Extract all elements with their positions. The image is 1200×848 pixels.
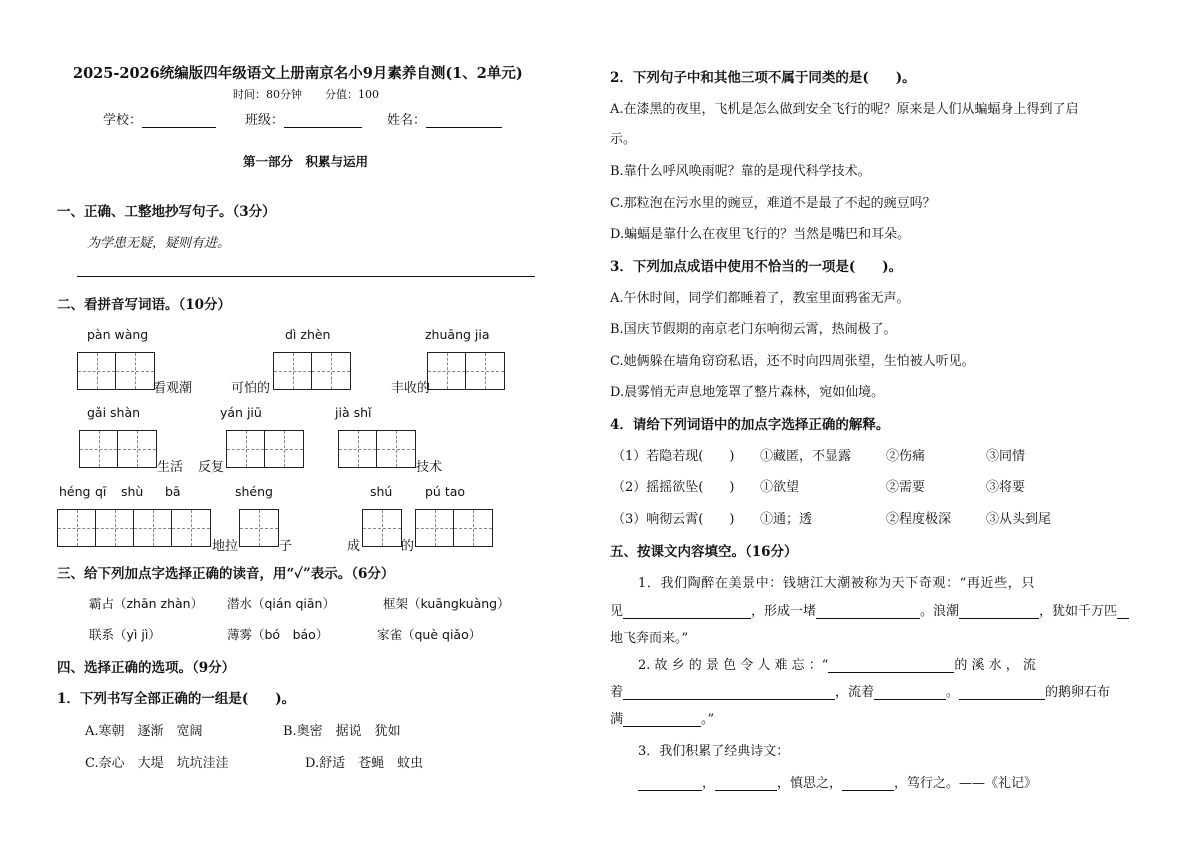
q4-4-r2-opt2[interactable]: ②需要 [886, 480, 926, 495]
q4-3-stem: 3．下列加点成语中使用不恰当的一项是( )。 [610, 259, 903, 275]
q3-item-2[interactable]: 潜水（qián qiān） [227, 596, 335, 611]
q5-2-text-e: 。 [946, 685, 960, 700]
q5-2-line1 [638, 654, 1036, 673]
q4-4-r2-word[interactable]: （2）摇摇欲坠( ) [612, 480, 735, 495]
q5-3-intro: 3．我们积累了经典诗文： [638, 744, 790, 759]
exam-time: 时间：80分钟 [233, 88, 302, 101]
q3-item-6[interactable]: 家雀（què qiǎo） [377, 627, 482, 642]
q5-1-text-a: 见 [610, 604, 624, 619]
q5-1-text-c: 。浪潮 [920, 604, 960, 619]
q4-4-r3-opt2[interactable]: ②程度极深 [886, 512, 952, 527]
name-field[interactable] [387, 109, 502, 128]
q4-2-option-a-line2[interactable]: 示。 [610, 132, 637, 147]
q5-1-blank-2[interactable] [816, 605, 920, 619]
writing-grid-10[interactable] [415, 509, 493, 547]
class-label: 班级： [245, 113, 285, 128]
q5-2-text-g: 满 [610, 712, 624, 727]
q4-4-r1-opt2[interactable]: ②伤痛 [886, 449, 926, 464]
q3-item-3[interactable]: 框架（kuāngkuàng） [383, 596, 510, 611]
q5-2-text-f: 的鹅卵石布 [1045, 685, 1111, 700]
q4-3-option-c[interactable]: C.她俩躲在墙角窃窃私语，还不时向四周张望，生怕被人听见。 [610, 354, 975, 369]
exam-score: 分值：100 [325, 88, 379, 101]
q5-1-line1: 1．我们陶醉在美景中：钱塘江大潮被称为天下奇观：“再近些，只 [638, 576, 1035, 591]
row2-text-3: 技术 [416, 460, 443, 475]
q4-3-option-a[interactable]: A.午休时间，同学们都睡着了，教室里面鸦雀无声。 [610, 291, 910, 306]
q4-4-stem: 4．请给下列词语中的加点字选择正确的解释。 [610, 417, 890, 433]
q1-title: 一、正确、工整地抄写句子。（3分） [57, 204, 276, 220]
q4-2-stem: 2．下列句子中和其他三项不属于同类的是( )。 [610, 70, 916, 86]
writing-grid-9[interactable] [362, 509, 402, 547]
q4-4-r1-opt3[interactable]: ③同情 [986, 449, 1026, 464]
row2-text-1: 生活 [157, 460, 184, 475]
q5-3-line [638, 772, 1037, 791]
q4-2-option-b[interactable]: B.靠什么呼风唤雨呢？靠的是现代科学技术。 [610, 164, 871, 179]
q4-1-stem: 1．下列书写全部正确的一组是( )。 [57, 691, 296, 707]
q5-2-blank-2[interactable] [623, 686, 835, 700]
q5-1-line2 [610, 600, 1129, 619]
writing-grid-5[interactable] [226, 430, 304, 468]
q5-3-text-c: ，笃行之。——《礼记》 [894, 776, 1038, 791]
name-blank[interactable] [426, 113, 502, 128]
pinyin-2: dì zhèn [285, 327, 331, 342]
school-label: 学校： [103, 113, 143, 128]
q2-title: 二、看拼音写词语。（10分） [57, 297, 232, 313]
q5-3-blank-2[interactable] [715, 777, 777, 791]
writing-grid-2[interactable] [273, 352, 351, 390]
writing-grid-1[interactable] [77, 352, 155, 390]
pinyin-8: qī [95, 484, 107, 499]
q4-1-option-d[interactable]: D.舒适 苍蝇 蚊虫 [305, 756, 424, 771]
q5-2-line2 [610, 681, 1110, 700]
q5-2-text-d: ，流着 [835, 685, 875, 700]
q3-item-5[interactable]: 薄雾（bó báo） [227, 627, 329, 642]
q3-title: 三、给下列加点字选择正确的读音，用“✓”表示。（6分） [57, 566, 395, 582]
q4-4-r1-word[interactable]: （1）若隐若现( ) [612, 449, 735, 464]
class-field[interactable] [245, 109, 362, 128]
class-blank[interactable] [284, 113, 362, 128]
pinyin-3: zhuāng jia [425, 327, 490, 342]
q5-3-blank-3[interactable] [842, 777, 894, 791]
q4-2-option-a-line1[interactable]: A.在漆黑的夜里，飞机是怎么做到安全飞行的呢？原来是人们从蝙蝠身上得到了启 [610, 102, 1079, 117]
exam-title: 2025-2026统编版四年级语文上册南京名小9月素养自测(1、2单元) [73, 65, 523, 82]
q5-2-blank-5[interactable] [623, 713, 701, 727]
q1-sentence: 为学患无疑，疑则有进。 [87, 236, 231, 251]
q4-1-option-b[interactable]: B.奥密 据说 犹如 [283, 724, 401, 739]
q4-2-option-d[interactable]: D.蝙蝠是靠什么在夜里飞行的？当然是嘴巴和耳朵。 [610, 227, 911, 242]
q3-item-4[interactable]: 联系（yì jì） [89, 627, 161, 642]
q4-3-option-d[interactable]: D.晨雾悄无声息地笼罩了整片森林，宛如仙境。 [610, 385, 885, 400]
writing-grid-7[interactable] [57, 509, 211, 547]
writing-grid-8[interactable] [239, 509, 279, 547]
part-heading: 第一部分 积累与运用 [243, 154, 369, 169]
pinyin-11: shéng [235, 484, 273, 499]
q5-2-blank-3[interactable] [874, 686, 946, 700]
q4-2-option-c[interactable]: C.那粒泡在污水里的豌豆，难道不是最了不起的豌豆吗？ [610, 196, 936, 211]
pinyin-13: pú tao [425, 484, 466, 499]
pinyin-7: héng [59, 484, 91, 499]
q5-2-text-c: 着 [610, 685, 624, 700]
q4-4-r3-opt3[interactable]: ③从头到尾 [986, 512, 1052, 527]
row1-text-1: 看观潮 [153, 381, 193, 396]
q4-4-r1-opt1[interactable]: ①藏匿，不显露 [760, 449, 852, 464]
q5-3-text-b: ，慎思之， [777, 776, 843, 791]
q5-1-blank-3[interactable] [959, 605, 1039, 619]
q5-1-text-d: ，犹如千万匹 [1039, 604, 1118, 619]
pinyin-1: pàn wàng [87, 327, 149, 342]
q3-item-1[interactable]: 霸占（zhān zhàn） [89, 596, 204, 611]
pinyin-5: yán jiū [220, 405, 262, 420]
school-field[interactable] [103, 109, 216, 128]
writing-grid-6[interactable] [338, 430, 416, 468]
row3-text-1: 地拉 [212, 539, 239, 554]
q4-4-r2-opt3[interactable]: ③将要 [986, 480, 1026, 495]
q5-1-blank-1[interactable] [623, 605, 751, 619]
q5-2-text-a: 2. 故 乡 的 景 色 令 人 难 忘 ：“ [638, 658, 829, 673]
pinyin-9: shù [121, 484, 144, 499]
school-blank[interactable] [142, 113, 216, 128]
row3-text-2: 子 [279, 539, 293, 554]
writing-grid-4[interactable] [79, 430, 157, 468]
q5-title: 五、按课文内容填空。（16分） [610, 544, 798, 560]
q5-3-text-a: ， [702, 776, 716, 791]
name-label: 姓名： [387, 113, 427, 128]
q4-4-r3-word[interactable]: （3）响彻云霄( ) [612, 512, 735, 527]
q5-2-text-b: 的 溪 水 ， 流 [954, 658, 1036, 673]
q4-1-option-a[interactable]: A.寒朝 逐渐 宽阔 [85, 724, 203, 739]
writing-grid-3[interactable] [427, 352, 505, 390]
q1-answer-line[interactable] [77, 276, 535, 277]
q4-1-option-c[interactable]: C.奈心 大堤 坑坑洼洼 [85, 756, 229, 771]
pinyin-4: gǎi shàn [87, 405, 141, 420]
row1-text-3: 丰收的 [391, 381, 431, 396]
q4-3-option-b[interactable]: B.国庆节假期的南京老门东响彻云霄，热闹极了。 [610, 322, 897, 337]
row3-text-4: 的 [401, 539, 415, 554]
q4-4-r3-opt1[interactable]: ①通；透 [760, 512, 813, 527]
q5-2-blank-1[interactable] [828, 659, 954, 673]
q4-4-r2-opt1[interactable]: ①欲望 [760, 480, 800, 495]
q5-1-text-b: ，形成一堵 [751, 604, 817, 619]
pinyin-10: bā [165, 484, 181, 499]
q5-3-blank-1[interactable] [638, 777, 702, 791]
row1-text-2: 可怕的 [231, 381, 271, 396]
row3-text-3: 成 [347, 539, 361, 554]
q5-2-line3 [610, 708, 714, 727]
q5-1-line3: 地飞奔而来。” [610, 631, 689, 646]
q5-2-blank-4[interactable] [959, 686, 1045, 700]
pinyin-12: shú [370, 484, 393, 499]
q4-title: 四、选择正确的选项。（9分） [57, 660, 236, 676]
row2-text-2: 反复 [198, 460, 225, 475]
q5-1-blank-4[interactable] [1117, 605, 1129, 619]
q5-2-text-h: 。” [701, 712, 715, 727]
pinyin-6: jià shǐ [335, 405, 372, 420]
